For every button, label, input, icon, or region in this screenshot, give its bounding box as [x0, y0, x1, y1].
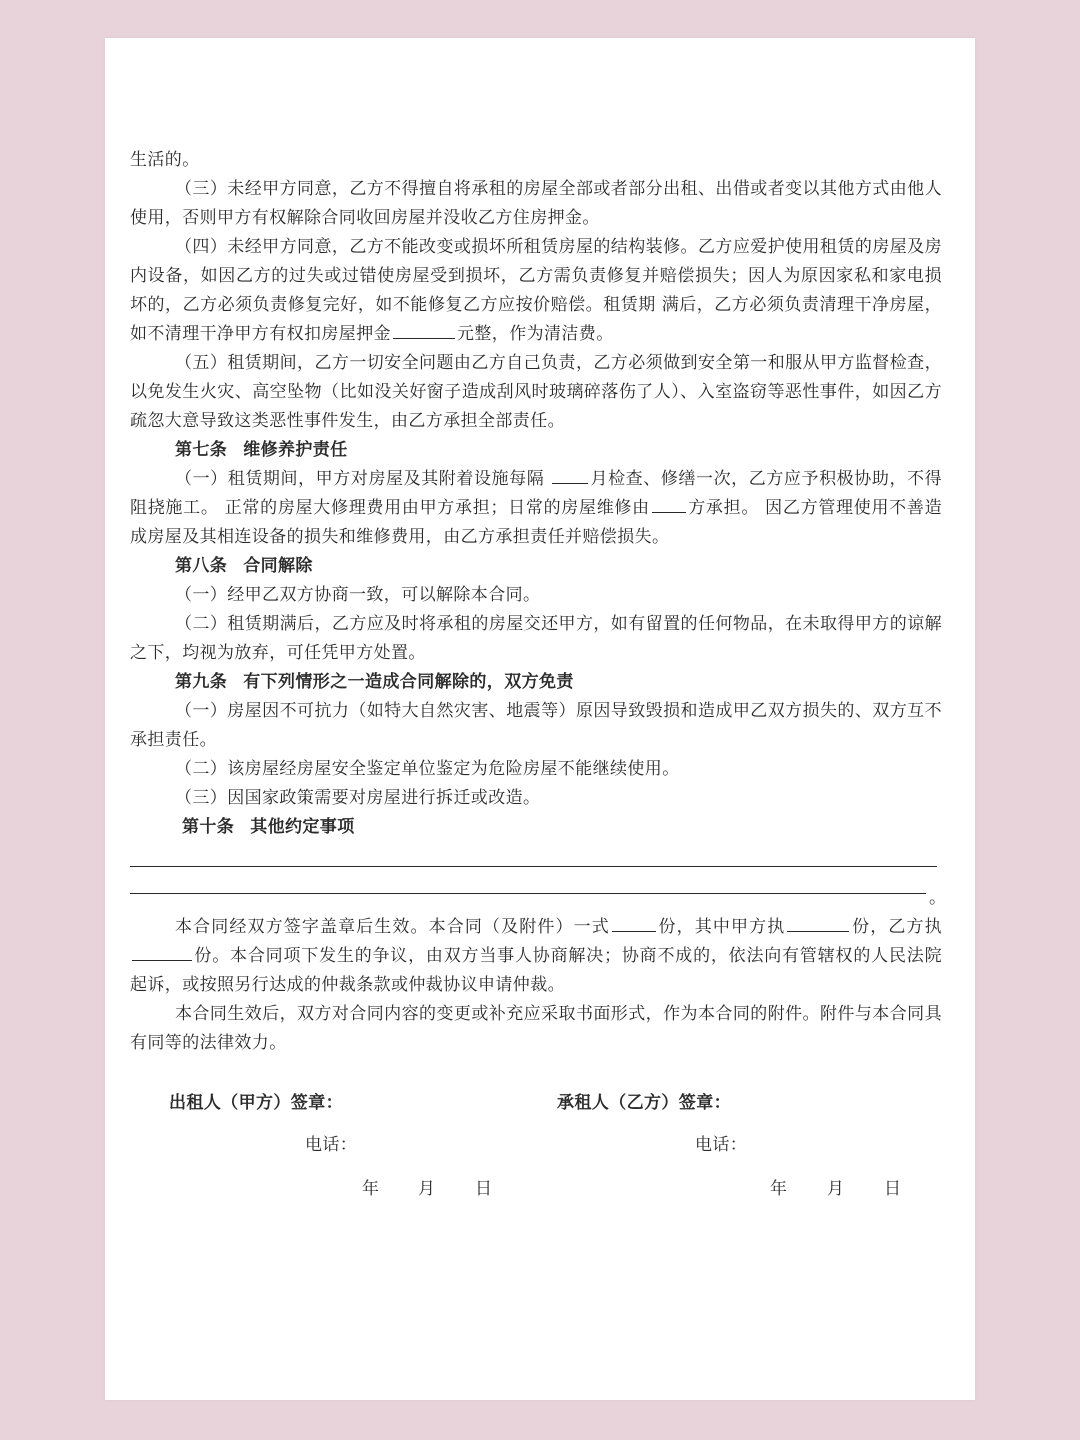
- lessor-date-month: 月: [418, 1179, 435, 1199]
- article-7-heading: [130, 436, 942, 465]
- copies-clause: [130, 913, 942, 1000]
- clause-9-1: （一）房屋因不可抗力（如特大自然灾害、地震等）原因导致毁损和造成甲乙双方损失的、双方互不承担责任。: [130, 701, 942, 750]
- clause-9-3: （三）因国家政策需要对房屋进行拆迁或改造。: [175, 788, 541, 808]
- clause-7-1: [130, 465, 942, 552]
- repair-party-blank[interactable]: [652, 495, 686, 513]
- deposit-amount-blank[interactable]: [393, 321, 455, 339]
- signature-section: [105, 1078, 975, 1198]
- article-7-title: 维修养护责任: [243, 440, 348, 460]
- clause-7-1-text-a: （一）租赁期间，甲方对房屋及其附着设施每隔: [175, 469, 551, 489]
- lessor-date-day: 日: [475, 1179, 492, 1199]
- lessor-signature-label: 出租人（甲方）签章：: [169, 1093, 343, 1113]
- clause-7-1-text-b: 月检查、修缮一次，乙方应予积极协助，不得阻挠施工。 正常的房屋大修理费用由甲方承担；日常的房屋维修由: [130, 469, 943, 518]
- other-terms-line-end: 。: [929, 888, 946, 908]
- other-terms-line-2-wrap: [130, 888, 946, 908]
- other-terms-line-1[interactable]: [130, 866, 937, 867]
- article-8-number: 第八条: [175, 556, 228, 576]
- inspection-interval-blank[interactable]: [552, 466, 588, 484]
- article-9-title: 有下列情形之一造成合同解除的，双方免责: [243, 672, 574, 692]
- copies-clause-text-b: 份，其中甲方执: [657, 917, 786, 937]
- article-8-heading: [130, 552, 942, 581]
- party-b-copies-blank[interactable]: [132, 943, 192, 961]
- lessor-date-year: 年: [362, 1179, 379, 1199]
- lessee-phone-label: 电话：: [695, 1135, 748, 1155]
- article-9-number: 第九条: [175, 672, 228, 692]
- clause-6-4-text-end: 元整，作为清洁费。: [457, 324, 614, 344]
- copies-clause-text-d: 份。本合同项下发生的争议，由双方当事人协商解决；协商不成的，依法向有管辖权的人民法院起诉，或按照另行达成的仲裁条款或仲裁协议申请仲裁。: [130, 946, 942, 995]
- lessee-date-day: 日: [884, 1179, 901, 1199]
- contract-page: [105, 38, 975, 1400]
- article-10-heading: [130, 813, 942, 842]
- contract-body: [130, 146, 946, 1058]
- article-10-number: 第十条: [182, 817, 235, 837]
- lessee-date-year: 年: [770, 1179, 787, 1199]
- clause-6-4: [130, 233, 942, 349]
- clause-6-3: （三）未经甲方同意，乙方不得擅自将承租的房屋全部或者部分出租、出借或者变以其他方式由他人使用，否则甲方有权解除合同收回房屋并没收乙方住房押金。: [130, 179, 942, 228]
- other-terms-line-2[interactable]: [130, 893, 926, 894]
- copies-clause-text-c: 份，乙方执: [851, 917, 942, 937]
- lessee-date-month: 月: [827, 1179, 844, 1199]
- article-7-number: 第七条: [175, 440, 228, 460]
- paragraph-continuation: 生活的。: [130, 150, 200, 170]
- total-copies-blank[interactable]: [612, 914, 656, 932]
- clause-8-1: （一）经甲乙双方协商一致，可以解除本合同。: [175, 585, 541, 605]
- party-a-copies-blank[interactable]: [787, 914, 849, 932]
- clause-6-5: （五）租赁期间，乙方一切安全问题由乙方自己负责，乙方必须做到安全第一和服从甲方监督检查，以免发生火灾、高空坠物（比如没关好窗子造成刮风时玻璃碎落伤了人）、入室盗窃等恶性事件，如因乙方疏忽大意导致这类恶性事件发生，由乙方承担全部责任。: [130, 353, 942, 431]
- clause-8-2: （二）租赁期满后，乙方应及时将承租的房屋交还甲方，如有留置的任何物品，在未取得甲方的谅解之下，均视为放弃，可任凭甲方处置。: [130, 614, 942, 663]
- lessor-phone-label: 电话：: [305, 1135, 358, 1155]
- clause-9-2: （二）该房屋经房屋安全鉴定单位鉴定为危险房屋不能继续使用。: [175, 759, 680, 779]
- article-8-title: 合同解除: [243, 556, 313, 576]
- article-9-heading: [130, 668, 942, 697]
- clause-7-1-text-c: 方承担。 因乙方管理使用不善造成房屋及其相连设备的损失和维修费用，由乙方承担责任并赔偿损失。: [130, 498, 943, 547]
- article-10-title: 其他约定事项: [250, 817, 355, 837]
- amendment-clause: 本合同生效后，双方对合同内容的变更或补充应采取书面形式，作为本合同的附件。附件与本合同具有同等的法律效力。: [130, 1004, 942, 1053]
- copies-clause-text-a: 本合同经双方签字盖章后生效。本合同（及附件）一式: [175, 917, 610, 937]
- lessee-signature-label: 承租人（乙方）签章：: [557, 1093, 731, 1113]
- clause-6-4-text: （四）未经甲方同意，乙方不能改变或损坏所租赁房屋的结构装修。乙方应爱护使用租赁的房屋及房内设备，如因乙方的过失或过错使房屋受到损坏，乙方需负责修复并赔偿损失；因人为原因家私和家电损坏的，乙方必须负责修复完好，如不能修复乙方应按价赔偿。租赁期 满后，乙方必须负责清理干净房屋，如不清理干净甲方有权扣房屋押金: [130, 237, 942, 344]
